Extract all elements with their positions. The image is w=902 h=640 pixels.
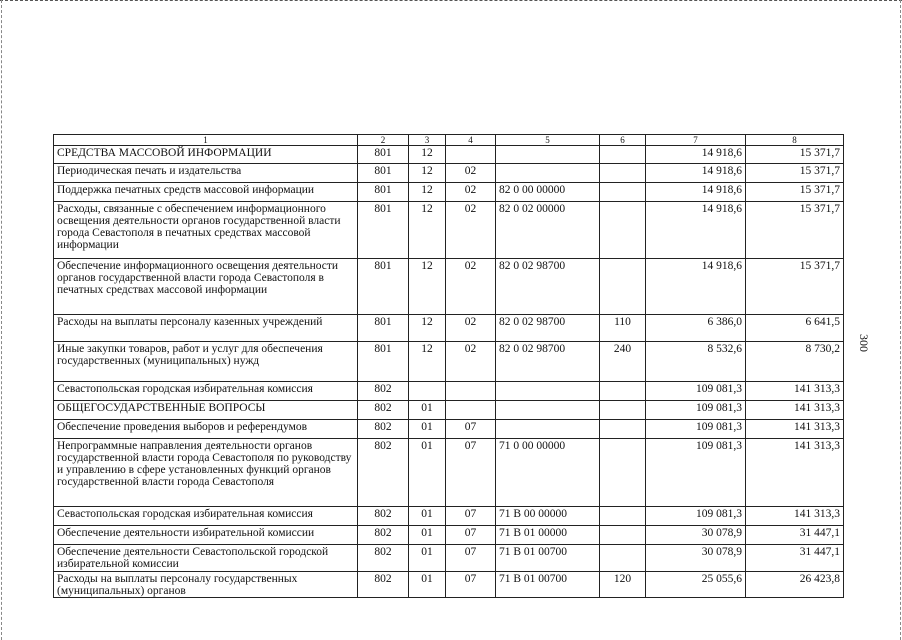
amount-year-2: 141 313,3 (746, 507, 844, 526)
amount-year-2: 26 423,8 (746, 572, 844, 598)
ministry-code: 802 (358, 507, 409, 526)
subsection-code: 02 (446, 202, 496, 259)
column-number: 6 (600, 135, 646, 146)
item-name: Расходы на выплаты персоналу казенных учреждений (54, 315, 358, 342)
section-code: 01 (409, 572, 446, 598)
target-article-code: 82 0 02 98700 (496, 259, 600, 315)
ministry-code: 801 (358, 146, 409, 164)
amount-year-1: 109 081,3 (646, 507, 746, 526)
section-code (409, 382, 446, 401)
item-name: Обеспечение деятельности избирательной комиссии (54, 526, 358, 545)
table-row (54, 526, 844, 545)
expense-type-code (600, 526, 646, 545)
amount-year-1: 109 081,3 (646, 439, 746, 507)
column-number: 7 (646, 135, 746, 146)
table-row (54, 545, 844, 572)
target-article-code: 82 0 00 00000 (496, 183, 600, 202)
amount-year-2: 31 447,1 (746, 545, 844, 572)
target-article-code: 82 0 02 98700 (496, 315, 600, 342)
scan-border-right (900, 0, 901, 640)
expense-type-code (600, 545, 646, 572)
expense-type-code (600, 259, 646, 315)
ministry-code: 801 (358, 164, 409, 183)
amount-year-1: 14 918,6 (646, 146, 746, 164)
column-number: 3 (409, 135, 446, 146)
ministry-code: 802 (358, 545, 409, 572)
amount-year-2: 15 371,7 (746, 259, 844, 315)
amount-year-1: 6 386,0 (646, 315, 746, 342)
target-article-code (496, 401, 600, 420)
amount-year-1: 14 918,6 (646, 164, 746, 183)
item-name: ОБЩЕГОСУДАРСТВЕННЫЕ ВОПРОСЫ (54, 401, 358, 420)
section-code: 12 (409, 342, 446, 382)
target-article-code: 71 В 00 00000 (496, 507, 600, 526)
expense-type-code (600, 439, 646, 507)
item-name: Периодическая печать и издательства (54, 164, 358, 183)
section-code: 01 (409, 420, 446, 439)
item-name: СРЕДСТВА МАССОВОЙ ИНФОРМАЦИИ (54, 146, 358, 164)
amount-year-1: 14 918,6 (646, 259, 746, 315)
table-row (54, 202, 844, 259)
amount-year-2: 15 371,7 (746, 202, 844, 259)
table-row (54, 315, 844, 342)
amount-year-2: 6 641,5 (746, 315, 844, 342)
amount-year-2: 15 371,7 (746, 164, 844, 183)
expense-type-code (600, 164, 646, 183)
ministry-code: 802 (358, 401, 409, 420)
target-article-code: 82 0 02 98700 (496, 342, 600, 382)
table-row (54, 507, 844, 526)
table-row (54, 572, 844, 598)
table-row (54, 164, 844, 183)
expense-type-code (600, 382, 646, 401)
section-code: 12 (409, 146, 446, 164)
subsection-code: 07 (446, 439, 496, 507)
item-name: Расходы на выплаты персоналу государственных (муниципальных) органов (54, 572, 358, 598)
section-code: 12 (409, 259, 446, 315)
amount-year-2: 141 313,3 (746, 382, 844, 401)
amount-year-1: 109 081,3 (646, 382, 746, 401)
target-article-code: 82 0 02 00000 (496, 202, 600, 259)
expense-type-code (600, 507, 646, 526)
target-article-code (496, 382, 600, 401)
column-number: 1 (54, 135, 358, 146)
column-number: 8 (746, 135, 844, 146)
ministry-code: 801 (358, 342, 409, 382)
target-article-code (496, 164, 600, 183)
amount-year-2: 31 447,1 (746, 526, 844, 545)
subsection-code: 07 (446, 420, 496, 439)
column-number: 2 (358, 135, 409, 146)
amount-year-1: 109 081,3 (646, 420, 746, 439)
page-number: 300 (857, 334, 871, 352)
subsection-code (446, 382, 496, 401)
amount-year-1: 8 532,6 (646, 342, 746, 382)
target-article-code: 71 0 00 00000 (496, 439, 600, 507)
target-article-code: 71 В 01 00000 (496, 526, 600, 545)
expense-type-code (600, 183, 646, 202)
amount-year-1: 30 078,9 (646, 526, 746, 545)
expense-type-code (600, 420, 646, 439)
item-name: Севастопольская городская избирательная комиссия (54, 507, 358, 526)
expense-type-code: 110 (600, 315, 646, 342)
amount-year-1: 30 078,9 (646, 545, 746, 572)
ministry-code: 802 (358, 526, 409, 545)
subsection-code: 02 (446, 342, 496, 382)
item-name: Обеспечение деятельности Севастопольской городской избирательной комиссии (54, 545, 358, 572)
subsection-code: 07 (446, 507, 496, 526)
expense-type-code (600, 202, 646, 259)
subsection-code: 02 (446, 183, 496, 202)
section-code: 12 (409, 183, 446, 202)
amount-year-1: 14 918,6 (646, 202, 746, 259)
amount-year-2: 8 730,2 (746, 342, 844, 382)
scan-border-top (0, 0, 902, 1)
section-code: 01 (409, 507, 446, 526)
section-code: 12 (409, 315, 446, 342)
ministry-code: 801 (358, 259, 409, 315)
amount-year-2: 15 371,7 (746, 146, 844, 164)
subsection-code: 07 (446, 526, 496, 545)
table-row (54, 382, 844, 401)
item-name: Расходы, связанные с обеспечением информационного освещения деятельности органов государственной власти города Севастополя в печатных средствах массовой информации (54, 202, 358, 259)
section-code: 01 (409, 526, 446, 545)
amount-year-2: 141 313,3 (746, 401, 844, 420)
subsection-code: 02 (446, 259, 496, 315)
subsection-code: 02 (446, 164, 496, 183)
ministry-code: 802 (358, 382, 409, 401)
target-article-code: 71 В 01 00700 (496, 572, 600, 598)
subsection-code: 07 (446, 545, 496, 572)
item-name: Иные закупки товаров, работ и услуг для обеспечения государственных (муниципальных) нужд (54, 342, 358, 382)
ministry-code: 801 (358, 315, 409, 342)
table-row (54, 259, 844, 315)
expense-type-code (600, 401, 646, 420)
expense-type-code: 120 (600, 572, 646, 598)
amount-year-1: 14 918,6 (646, 183, 746, 202)
budget-table (53, 134, 844, 598)
table-row (54, 342, 844, 382)
ministry-code: 802 (358, 572, 409, 598)
ministry-code: 802 (358, 439, 409, 507)
item-name: Обеспечение проведения выборов и референдумов (54, 420, 358, 439)
amount-year-1: 109 081,3 (646, 401, 746, 420)
subsection-code (446, 401, 496, 420)
table-row (54, 183, 844, 202)
amount-year-2: 141 313,3 (746, 420, 844, 439)
expense-type-code: 240 (600, 342, 646, 382)
amount-year-2: 15 371,7 (746, 183, 844, 202)
target-article-code: 71 В 01 00700 (496, 545, 600, 572)
item-name: Обеспечение информационного освещения деятельности органов государственной власти города Севастополя в печатных средствах массовой информации (54, 259, 358, 315)
table-row (54, 439, 844, 507)
subsection-code (446, 146, 496, 164)
table-row (54, 146, 844, 164)
target-article-code (496, 420, 600, 439)
section-code: 12 (409, 164, 446, 183)
item-name: Севастопольская городская избирательная комиссия (54, 382, 358, 401)
section-code: 12 (409, 202, 446, 259)
ministry-code: 801 (358, 202, 409, 259)
amount-year-1: 25 055,6 (646, 572, 746, 598)
table-row (54, 401, 844, 420)
target-article-code (496, 146, 600, 164)
ministry-code: 801 (358, 183, 409, 202)
expense-type-code (600, 146, 646, 164)
item-name: Поддержка печатных средств массовой информации (54, 183, 358, 202)
ministry-code: 802 (358, 420, 409, 439)
item-name: Непрограммные направления деятельности органов государственной власти города Севастополя по руководству и управлению в сфере установленных функций органов государственной власти города Севастополя (54, 439, 358, 507)
column-number: 5 (496, 135, 600, 146)
amount-year-2: 141 313,3 (746, 439, 844, 507)
section-code: 01 (409, 545, 446, 572)
column-number-row (54, 135, 844, 146)
scan-border-left (1, 0, 2, 640)
subsection-code: 07 (446, 572, 496, 598)
section-code: 01 (409, 439, 446, 507)
table-row (54, 420, 844, 439)
column-number: 4 (446, 135, 496, 146)
subsection-code: 02 (446, 315, 496, 342)
section-code: 01 (409, 401, 446, 420)
